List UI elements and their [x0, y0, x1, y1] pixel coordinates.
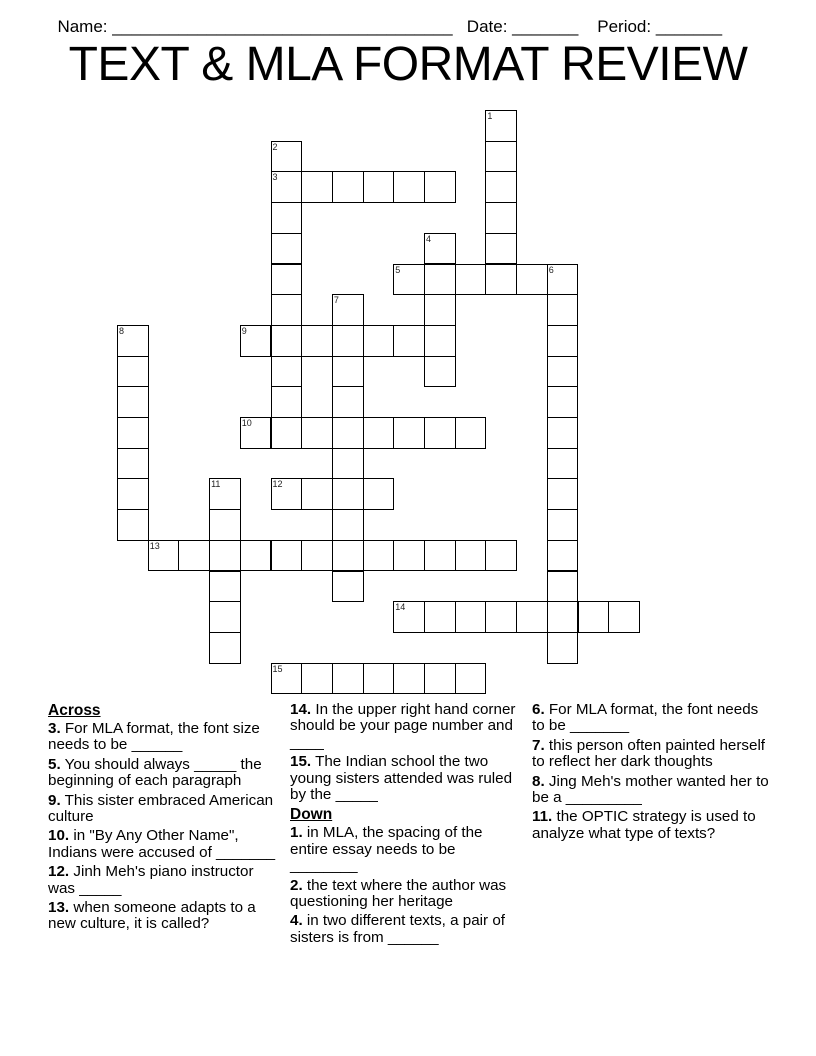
crossword-cell[interactable]	[301, 478, 333, 510]
crossword-cell[interactable]	[393, 601, 425, 633]
clues-column-1	[48, 702, 276, 936]
crossword-cell[interactable]	[455, 540, 487, 572]
crossword-cell[interactable]	[424, 233, 456, 265]
crossword-cell[interactable]	[547, 356, 579, 388]
crossword-cell[interactable]	[301, 663, 333, 695]
crossword-cell[interactable]	[117, 448, 149, 480]
crossword-cell[interactable]	[332, 540, 364, 572]
clue-number: 13	[149, 540, 160, 551]
crossword-cell[interactable]	[455, 264, 487, 296]
crossword-cell[interactable]	[332, 325, 364, 357]
crossword-cell[interactable]	[332, 356, 364, 388]
crossword-cell[interactable]	[393, 171, 425, 203]
crossword-cell[interactable]	[547, 294, 579, 326]
crossword-cell[interactable]	[271, 386, 303, 418]
crossword-cell[interactable]	[271, 540, 303, 572]
clue-number: 12	[272, 479, 283, 490]
crossword-cell[interactable]	[424, 171, 456, 203]
crossword-cell[interactable]	[117, 325, 149, 357]
crossword-cell[interactable]	[547, 417, 579, 449]
crossword-cell[interactable]	[363, 478, 395, 510]
crossword-cell[interactable]	[332, 386, 364, 418]
crossword-cell[interactable]	[547, 601, 579, 633]
crossword-cell[interactable]	[117, 417, 149, 449]
crossword-cell[interactable]	[485, 110, 517, 142]
crossword-cell[interactable]	[271, 264, 303, 296]
crossword-cell[interactable]	[424, 417, 456, 449]
crossword-cell[interactable]	[516, 601, 548, 633]
period-field[interactable]: Period: _______	[597, 17, 723, 36]
crossword-cell[interactable]	[332, 171, 364, 203]
crossword-cell[interactable]	[547, 264, 579, 296]
crossword-cell[interactable]	[117, 386, 149, 418]
crossword-cell[interactable]	[240, 540, 272, 572]
clue-number: 8	[119, 325, 125, 336]
crossword-cell[interactable]	[271, 171, 303, 203]
crossword-cell[interactable]	[485, 171, 517, 203]
clue-down-6: 6. For MLA format, the font needs to be _______	[532, 701, 759, 735]
clue-number: 6	[548, 264, 554, 275]
crossword-cell[interactable]	[547, 632, 579, 664]
crossword-cell[interactable]	[547, 509, 579, 541]
crossword-cell[interactable]	[363, 663, 395, 695]
crossword-cell[interactable]	[332, 417, 364, 449]
name-field[interactable]: Name: ____________________________________	[57, 17, 453, 36]
clues-column-2	[290, 702, 518, 949]
crossword-cell[interactable]	[148, 540, 180, 572]
crossword-cell[interactable]	[271, 325, 303, 357]
crossword-cell[interactable]	[485, 202, 517, 234]
crossword-cell[interactable]	[301, 171, 333, 203]
crossword-cell[interactable]	[424, 356, 456, 388]
crossword-cell[interactable]	[485, 233, 517, 265]
crossword-cell[interactable]	[271, 417, 303, 449]
date-field[interactable]: Date: _______	[466, 17, 579, 36]
crossword-cell[interactable]	[393, 540, 425, 572]
crossword-cell[interactable]	[578, 601, 610, 633]
clue-number: 15	[272, 663, 283, 674]
crossword-cell[interactable]	[332, 478, 364, 510]
crossword-cell[interactable]	[301, 540, 333, 572]
crossword-cell[interactable]	[240, 325, 272, 357]
crossword-cell[interactable]	[363, 417, 395, 449]
crossword-cell[interactable]	[271, 202, 303, 234]
crossword-cell[interactable]	[240, 417, 272, 449]
crossword-cell[interactable]	[271, 141, 303, 173]
crossword-cell[interactable]	[363, 540, 395, 572]
clue-across-12: 12. Jinh Meh's piano instructor was _____	[48, 863, 254, 897]
clue-number: 1	[487, 111, 493, 121]
crossword-cell[interactable]	[547, 325, 579, 357]
crossword-cell[interactable]	[271, 478, 303, 510]
crossword-cell[interactable]	[332, 663, 364, 695]
crossword-cell[interactable]	[547, 478, 579, 510]
crossword-cell[interactable]	[608, 601, 640, 633]
crossword-cell[interactable]	[455, 601, 487, 633]
clue-number: 3	[272, 172, 278, 183]
crossword-cell[interactable]	[332, 294, 364, 326]
clue-across-14: 14. In the upper right hand corner should be your page number and ____	[290, 701, 516, 751]
down-heading: Down	[290, 806, 333, 824]
clue-down-2: 2. the text where the author was questioning her heritage	[290, 876, 507, 911]
clue-down-1: 1. in MLA, the spacing of the entire essay needs to be ________	[290, 824, 483, 875]
clue-down-11: 11. the OPTIC strategy is used to analyze what type of texts?	[532, 808, 756, 842]
clue-down-7: 7. this person often painted herself to reflect her dark thoughts	[532, 736, 766, 771]
crossword-cell[interactable]	[332, 448, 364, 480]
crossword-cell[interactable]	[393, 325, 425, 357]
crossword-cell[interactable]	[393, 663, 425, 695]
clue-number: 2	[272, 141, 278, 152]
crossword-cell[interactable]	[424, 325, 456, 357]
clue-number: 5	[395, 264, 401, 275]
clue-number: 10	[241, 418, 252, 428]
crossword-cell[interactable]	[209, 632, 241, 664]
crossword-cell[interactable]	[393, 264, 425, 296]
crossword-cell[interactable]	[485, 141, 517, 173]
crossword-cell[interactable]	[301, 325, 333, 357]
crossword-cell[interactable]	[271, 356, 303, 388]
crossword-cell[interactable]	[363, 171, 395, 203]
clue-across-10: 10. in "By Any Other Name", Indians were accused of _______	[48, 827, 276, 861]
crossword-cell[interactable]	[547, 571, 579, 603]
crossword-cell[interactable]	[209, 601, 241, 633]
across-heading: Across	[48, 702, 101, 719]
crossword-cell[interactable]	[485, 540, 517, 572]
crossword-cell[interactable]	[485, 601, 517, 633]
crossword-cell[interactable]	[301, 417, 333, 449]
crossword-cell[interactable]	[178, 540, 210, 572]
crossword-cell[interactable]	[424, 540, 456, 572]
clue-number: 14	[395, 602, 406, 613]
crossword-cell[interactable]	[547, 386, 579, 418]
crossword-cell[interactable]	[271, 233, 303, 265]
clue-down-8: 8. Jing Meh's mother wanted her to be a _________	[532, 772, 769, 807]
crossword-cell[interactable]	[455, 663, 487, 695]
crossword-cell[interactable]	[516, 264, 548, 296]
crossword-cell[interactable]	[363, 325, 395, 357]
clue-number: 4	[426, 233, 432, 244]
crossword-cell[interactable]	[117, 356, 149, 388]
crossword-cell[interactable]	[393, 417, 425, 449]
crossword-cell[interactable]	[424, 294, 456, 326]
clue-across-5: 5. You should always _____ the beginning of each paragraph	[48, 755, 262, 790]
crossword-cell[interactable]	[209, 478, 241, 510]
crossword-cell[interactable]	[117, 478, 149, 510]
crossword-cell[interactable]	[117, 509, 149, 541]
crossword-cell[interactable]	[271, 663, 303, 695]
crossword-cell[interactable]	[424, 264, 456, 296]
crossword-cell[interactable]	[332, 509, 364, 541]
crossword-cell[interactable]	[547, 448, 579, 480]
crossword-cell[interactable]	[424, 663, 456, 695]
clue-number: 11	[211, 479, 221, 490]
crossword-cell[interactable]	[209, 509, 241, 541]
clue-down-4: 4. in two different texts, a pair of sisters is from ______	[290, 912, 505, 946]
page-title: TEXT & MLA FORMAT REVIEW	[68, 38, 748, 91]
clue-number: 7	[333, 295, 339, 306]
crossword-cell[interactable]	[209, 571, 241, 603]
crossword-cell[interactable]	[485, 264, 517, 296]
clues-column-3	[532, 702, 772, 845]
crossword-cell[interactable]	[271, 294, 303, 326]
clue-number: 9	[241, 325, 247, 336]
crossword-cell[interactable]	[209, 540, 241, 572]
clue-across-13: 13. when someone adapts to a new culture, it is called?	[48, 899, 256, 933]
clue-across-3: 3. For MLA format, the font size needs to be ______	[48, 720, 260, 754]
crossword-cell[interactable]	[547, 540, 579, 572]
crossword-cell[interactable]	[455, 417, 487, 449]
clue-across-15: 15. The Indian school the two young sisters attended was ruled by the _____	[290, 753, 513, 804]
clue-across-9: 9. This sister embraced American culture	[48, 791, 274, 826]
crossword-cell[interactable]	[332, 571, 364, 603]
crossword-cell[interactable]	[424, 601, 456, 633]
